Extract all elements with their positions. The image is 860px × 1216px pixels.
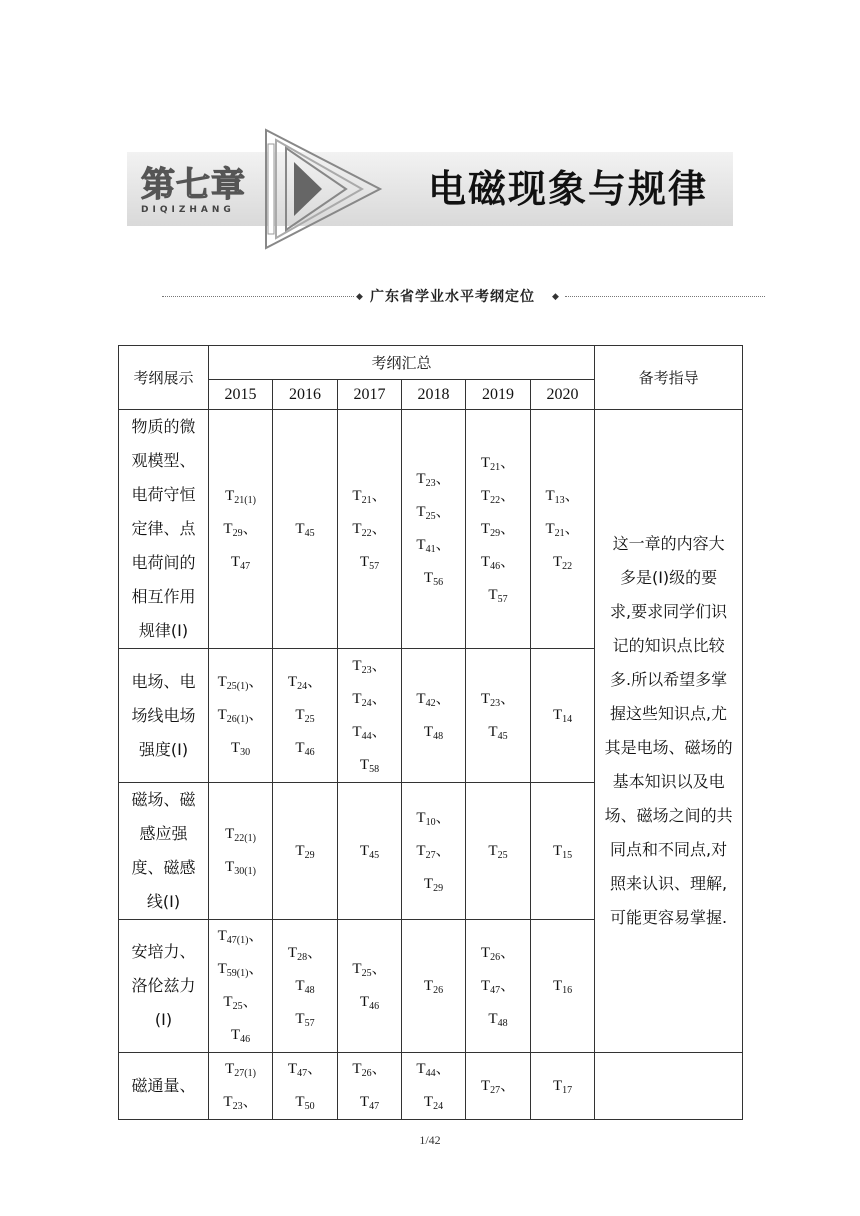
question-ref: $T_{21(1)}$ bbox=[225, 487, 256, 506]
guide-line: 同点和不同点,对 bbox=[610, 840, 728, 859]
question-ref: $T_{25}$、 bbox=[352, 961, 387, 979]
question-ref: $T_{23}$、 bbox=[480, 690, 516, 709]
question-cell bbox=[466, 1053, 531, 1120]
guide-line: 其是电场、磁场的 bbox=[604, 738, 733, 757]
question-ref: $T_{23}$、 bbox=[352, 657, 387, 676]
question-ref: $T_{57}$ bbox=[295, 1010, 315, 1029]
question-ref: $T_{25}$、 bbox=[416, 504, 451, 522]
question-cell bbox=[402, 783, 466, 920]
year-header: 2017 bbox=[338, 380, 402, 410]
topic-line: 场线电场 bbox=[131, 705, 196, 725]
topic-line: 定律、点 bbox=[131, 519, 196, 538]
topic-line: 感应强 bbox=[139, 824, 188, 843]
question-ref: $T_{26}$ bbox=[423, 977, 444, 996]
guide-line: 基本知识以及电 bbox=[612, 772, 725, 791]
topic-line: 相互作用 bbox=[131, 587, 196, 606]
question-ref: $T_{17}$ bbox=[552, 1077, 573, 1096]
question-ref: $T_{46}$ bbox=[230, 1027, 251, 1045]
question-ref: $T_{44}$、 bbox=[352, 723, 387, 742]
question-cell bbox=[531, 1053, 595, 1120]
question-ref: $T_{45}$ bbox=[295, 520, 315, 539]
question-cell bbox=[273, 920, 338, 1053]
question-ref: $T_{22}$、 bbox=[352, 520, 387, 539]
question-cell bbox=[209, 783, 273, 920]
chapter-pinyin: DIQIZHANG bbox=[141, 205, 235, 215]
question-ref: $T_{10}$、 bbox=[416, 809, 451, 828]
syllabus-table bbox=[118, 345, 743, 1120]
empty-cell bbox=[595, 1053, 743, 1120]
guide-line: 可能更容易掌握. bbox=[610, 908, 728, 927]
guide-line: 场、磁场之间的共 bbox=[604, 806, 733, 825]
question-cell bbox=[273, 649, 338, 783]
question-ref: $T_{23}$、 bbox=[223, 1094, 258, 1112]
topic-line: 电荷间的 bbox=[131, 553, 196, 572]
question-ref: $T_{22}$、 bbox=[480, 487, 516, 506]
question-ref: $T_{21}$、 bbox=[480, 454, 516, 473]
question-ref: $T_{21}$、 bbox=[545, 520, 580, 539]
question-ref: $T_{29}$ bbox=[423, 875, 444, 894]
question-cell bbox=[531, 920, 595, 1053]
year-header: 2015 bbox=[209, 380, 273, 410]
topic-line: 度、磁感 bbox=[131, 858, 196, 877]
question-ref: $T_{45}$ bbox=[488, 723, 508, 742]
topic-line: 电荷守恒 bbox=[131, 485, 196, 504]
header-summary: 考纲汇总 bbox=[209, 346, 595, 380]
question-ref: $T_{24}$、 bbox=[287, 674, 323, 692]
question-ref: $T_{16}$ bbox=[552, 977, 573, 996]
question-cell bbox=[402, 410, 466, 649]
question-cell bbox=[402, 649, 466, 783]
question-cell bbox=[338, 1053, 402, 1120]
year-header: 2016 bbox=[273, 380, 338, 410]
question-cell bbox=[466, 649, 531, 783]
question-ref: $T_{27(1)}$ bbox=[225, 1061, 256, 1079]
question-ref: $T_{29}$、 bbox=[480, 520, 516, 539]
guide-line: 求,要求同学们识 bbox=[610, 602, 728, 621]
question-ref: $T_{27}$、 bbox=[480, 1077, 516, 1096]
topic-line: 电场、电 bbox=[131, 671, 196, 691]
question-ref: $T_{25}$ bbox=[295, 707, 315, 725]
question-ref: $T_{26(1)}$、 bbox=[217, 707, 264, 725]
question-cell bbox=[338, 649, 402, 783]
table-row bbox=[119, 410, 743, 649]
question-ref: $T_{29}$ bbox=[295, 842, 315, 861]
topic-line: (Ⅰ) bbox=[154, 1010, 173, 1029]
question-ref: $T_{47(1)}$、 bbox=[217, 928, 264, 946]
question-ref: $T_{48}$ bbox=[423, 723, 444, 742]
question-ref: $T_{46}$ bbox=[359, 994, 380, 1012]
question-ref: $T_{46}$、 bbox=[480, 553, 516, 572]
question-ref: $T_{41}$、 bbox=[416, 537, 451, 555]
question-ref: $T_{59(1)}$、 bbox=[217, 961, 264, 979]
page-number: 1/42 bbox=[419, 1133, 441, 1147]
question-cell bbox=[531, 783, 595, 920]
question-ref: $T_{47}$ bbox=[359, 1094, 380, 1112]
header-syllabus: 考纲展示 bbox=[119, 346, 209, 410]
play-arrows-icon bbox=[262, 126, 392, 252]
question-ref: $T_{21}$、 bbox=[352, 487, 387, 506]
topic-cell bbox=[119, 649, 209, 783]
question-cell bbox=[466, 920, 531, 1053]
question-ref: $T_{50}$ bbox=[295, 1094, 315, 1112]
question-ref: $T_{24}$、 bbox=[352, 690, 387, 709]
question-cell bbox=[338, 920, 402, 1053]
year-header: 2018 bbox=[402, 380, 466, 410]
topic-line: 洛伦兹力 bbox=[131, 976, 196, 995]
question-ref: $T_{46}$ bbox=[295, 740, 315, 758]
topic-cell bbox=[119, 920, 209, 1053]
topic-line: 规律(Ⅰ) bbox=[138, 621, 189, 640]
question-cell bbox=[338, 410, 402, 649]
question-cell bbox=[531, 649, 595, 783]
topic-cell bbox=[119, 783, 209, 920]
topic-line: 线(Ⅰ) bbox=[146, 892, 181, 911]
question-cell bbox=[273, 1053, 338, 1120]
question-ref: $T_{42}$、 bbox=[416, 690, 451, 709]
topic-line: 观模型、 bbox=[131, 451, 196, 470]
question-cell bbox=[273, 783, 338, 920]
question-ref: $T_{57}$ bbox=[488, 586, 508, 605]
question-cell bbox=[209, 920, 273, 1053]
question-ref: $T_{28}$、 bbox=[287, 944, 323, 963]
question-cell bbox=[466, 410, 531, 649]
question-ref: $T_{45}$ bbox=[359, 842, 380, 861]
question-cell bbox=[402, 920, 466, 1053]
topic-line: 安培力、 bbox=[131, 942, 196, 961]
question-ref: $T_{47}$ bbox=[230, 553, 251, 572]
question-ref: $T_{25(1)}$、 bbox=[217, 674, 264, 692]
question-ref: $T_{47}$、 bbox=[480, 977, 516, 996]
chapter-label: 第七章 bbox=[141, 165, 246, 205]
guide-line: 照来认识、理解, bbox=[610, 874, 728, 893]
question-ref: $T_{29}$、 bbox=[223, 520, 258, 539]
question-ref: $T_{23}$、 bbox=[416, 471, 451, 489]
diamond-right-icon: ◆ bbox=[552, 292, 559, 302]
question-cell bbox=[531, 410, 595, 649]
topic-line: 物质的微 bbox=[131, 417, 196, 436]
question-cell bbox=[338, 783, 402, 920]
question-ref: $T_{58}$ bbox=[359, 756, 380, 775]
question-cell bbox=[402, 1053, 466, 1120]
question-ref: $T_{44}$、 bbox=[416, 1061, 451, 1079]
question-ref: $T_{24}$ bbox=[423, 1094, 444, 1112]
question-ref: $T_{48}$ bbox=[488, 1010, 508, 1029]
question-cell bbox=[209, 649, 273, 783]
question-cell bbox=[466, 783, 531, 920]
guide-line: 多.所以希望多掌 bbox=[610, 670, 728, 689]
guide-line: 多是(Ⅰ)级的要 bbox=[619, 568, 718, 587]
question-ref: $T_{30(1)}$ bbox=[225, 859, 256, 877]
question-ref: $T_{57}$ bbox=[359, 553, 380, 572]
topic-cell bbox=[119, 1053, 209, 1120]
question-ref: $T_{27}$、 bbox=[416, 842, 451, 861]
question-ref: $T_{15}$ bbox=[552, 842, 573, 861]
question-ref: $T_{22}$ bbox=[552, 553, 573, 572]
topic-cell bbox=[119, 410, 209, 649]
question-ref: $T_{22(1)}$ bbox=[225, 826, 256, 844]
guide-line: 这一章的内容大 bbox=[612, 534, 725, 553]
question-ref: $T_{30}$ bbox=[230, 740, 251, 758]
question-ref: $T_{14}$ bbox=[552, 707, 573, 725]
chapter-label-box bbox=[127, 165, 255, 217]
question-cell bbox=[209, 410, 273, 649]
study-guide bbox=[595, 410, 743, 1053]
year-header: 2020 bbox=[531, 380, 595, 410]
question-ref: $T_{25}$、 bbox=[223, 994, 258, 1012]
topic-line: 强度(Ⅰ) bbox=[138, 739, 189, 759]
divider-left bbox=[162, 296, 354, 297]
question-ref: $T_{56}$ bbox=[423, 570, 444, 588]
guide-line: 握这些知识点,尤 bbox=[610, 704, 728, 723]
guide-line: 记的知识点比较 bbox=[612, 636, 725, 655]
divider-right bbox=[565, 296, 765, 297]
question-ref: $T_{26}$、 bbox=[480, 944, 516, 963]
section-heading: 广东省学业水平考纲定位 bbox=[370, 289, 535, 305]
chapter-title: 电磁现象与规律 bbox=[428, 167, 709, 211]
question-ref: $T_{48}$ bbox=[295, 977, 315, 996]
header-guide: 备考指导 bbox=[595, 346, 743, 410]
question-ref: $T_{13}$、 bbox=[545, 487, 580, 506]
question-ref: $T_{47}$、 bbox=[287, 1061, 323, 1079]
question-cell bbox=[209, 1053, 273, 1120]
table-row bbox=[119, 1053, 743, 1120]
question-ref: $T_{25}$ bbox=[488, 842, 508, 861]
question-ref: $T_{26}$、 bbox=[352, 1061, 387, 1079]
topic-line: 磁场、磁 bbox=[131, 790, 196, 809]
year-header: 2019 bbox=[466, 380, 531, 410]
diamond-left-icon: ◆ bbox=[356, 292, 363, 302]
question-cell bbox=[273, 410, 338, 649]
topic-line: 磁通量、 bbox=[131, 1076, 196, 1095]
